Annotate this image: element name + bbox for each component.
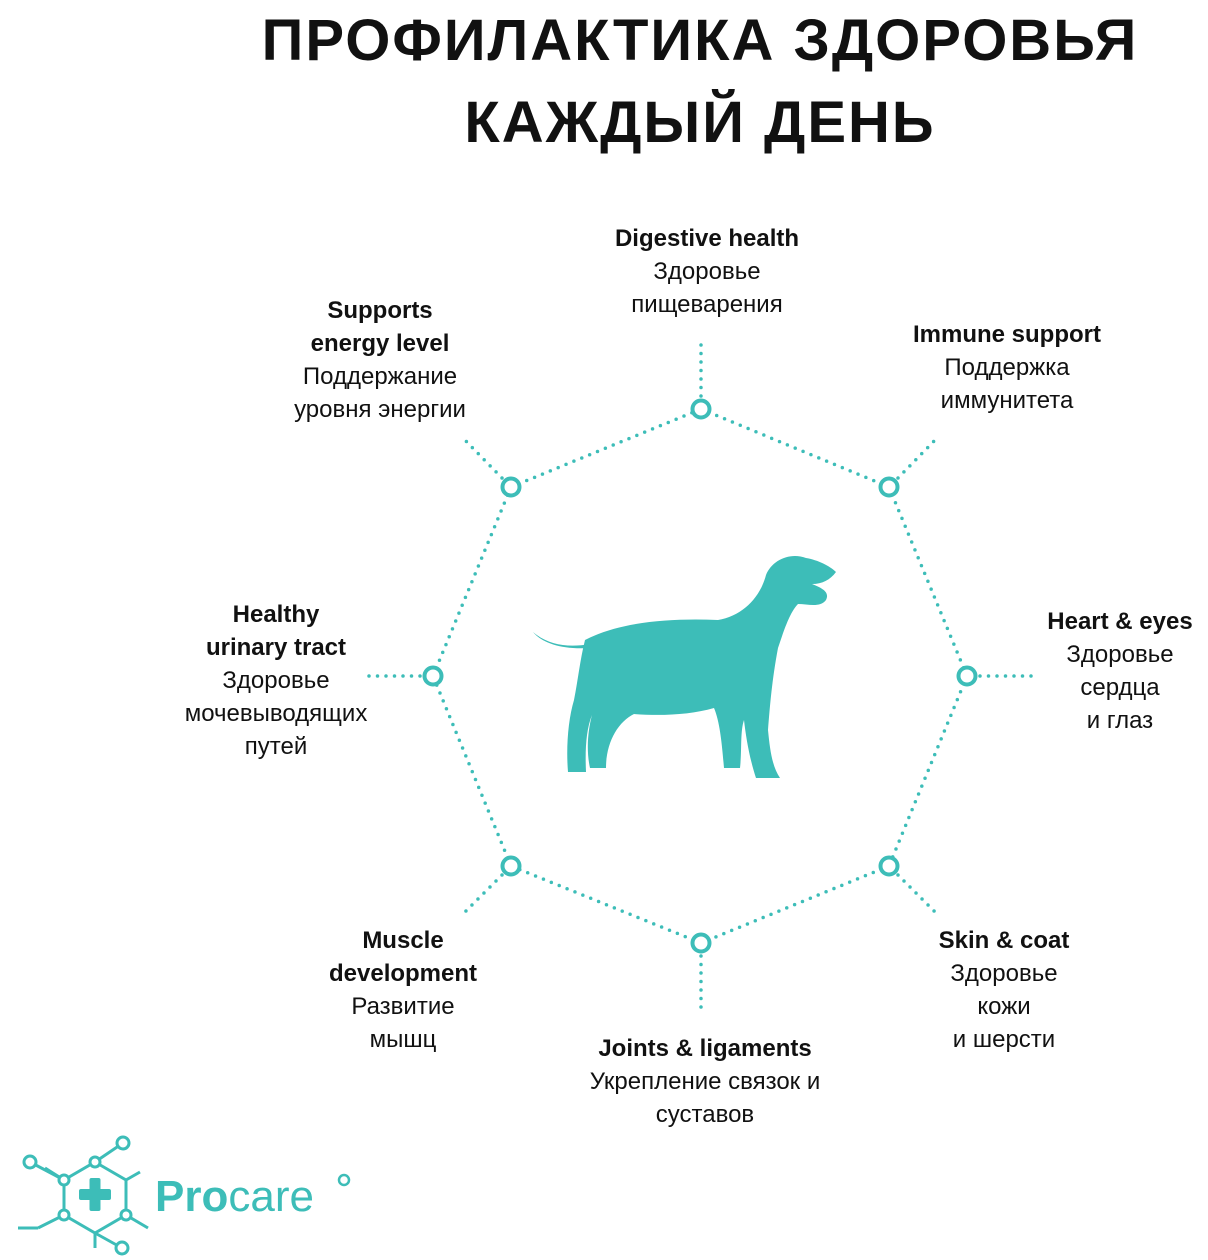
label-urinary-ru-3: путей <box>244 733 308 760</box>
label-heart-ru-2: сердца <box>1080 674 1160 701</box>
label-urinary-en-2: urinary tract <box>205 634 347 661</box>
label-joints-ru-1: Укрепление связок и <box>589 1068 821 1095</box>
node-energy <box>503 479 520 496</box>
label-heart-ru-1: Здоровье <box>1066 641 1174 668</box>
brand-logo-text <box>155 1172 314 1222</box>
dog-silhouette-icon <box>533 556 836 778</box>
label-digestive-en: Digestive health <box>614 225 800 252</box>
label-urinary-en-1: Healthy <box>232 601 320 628</box>
headline-line-2: КАЖДЫЙ ДЕНЬ <box>464 90 936 155</box>
label-skin-en: Skin & coat <box>938 927 1070 954</box>
headline-line-1: ПРОФИЛАКТИКА ЗДОРОВЬЯ <box>261 8 1139 73</box>
label-muscle-en-1: Muscle <box>362 927 444 954</box>
node-skin <box>881 858 898 875</box>
brand-name-part-2: care <box>228 1172 314 1221</box>
spoke-energy <box>463 438 502 478</box>
label-heart <box>1032 605 1208 737</box>
label-muscle-ru-2: мышц <box>369 1026 437 1053</box>
label-immune-ru-2: иммунитета <box>940 387 1074 414</box>
node-muscle <box>503 858 520 875</box>
label-immune-en: Immune support <box>912 321 1101 348</box>
label-urinary-ru-1: Здоровье <box>222 667 330 694</box>
ring-edge-bottom-right <box>701 866 889 943</box>
ring-edge-bottom-left <box>511 866 701 943</box>
label-heart-en: Heart & eyes <box>1047 608 1193 635</box>
label-joints-en: Joints & ligaments <box>598 1035 812 1062</box>
label-digestive-ru-1: Здоровье <box>653 258 761 285</box>
label-energy-ru-1: Поддержание <box>302 363 458 390</box>
label-joints <box>560 1032 850 1131</box>
ring-edge-left-lower <box>433 676 511 866</box>
label-energy-en-1: Supports <box>327 297 433 324</box>
label-muscle-en-2: development <box>328 960 478 987</box>
label-immune <box>893 318 1121 417</box>
label-skin-ru-2: кожи <box>977 993 1031 1020</box>
label-skin-ru-3: и шерсти <box>952 1026 1056 1053</box>
ring-edge-right-upper <box>889 487 967 676</box>
label-heart-ru-3: и глаз <box>1086 707 1154 734</box>
label-energy <box>270 294 490 426</box>
node-heart <box>959 668 976 685</box>
label-digestive-ru-2: пищеварения <box>631 291 783 318</box>
spoke-muscle <box>463 875 502 914</box>
label-immune-ru-1: Поддержка <box>944 354 1070 381</box>
label-joints-ru-2: суставов <box>655 1101 755 1128</box>
node-urinary <box>425 668 442 685</box>
label-digestive <box>595 222 819 321</box>
logo-cross <box>79 1178 111 1211</box>
label-energy-ru-2: уровня энергии <box>294 396 466 423</box>
brand-name-part-1: Pro <box>155 1172 229 1221</box>
label-urinary <box>160 598 392 763</box>
label-skin <box>916 924 1092 1056</box>
label-muscle-ru-1: Развитие <box>351 993 455 1020</box>
ring-edge-left-upper <box>433 487 511 676</box>
spoke-immune <box>898 438 937 478</box>
label-skin-ru-1: Здоровье <box>950 960 1058 987</box>
ring-edge-top-right <box>701 409 889 487</box>
node-digestive <box>693 401 710 418</box>
spoke-skin <box>898 875 937 914</box>
node-immune <box>881 479 898 496</box>
ring-edge-right-lower <box>889 676 967 866</box>
label-energy-en-2: energy level <box>310 330 450 357</box>
ring-edge-top-left <box>511 409 701 487</box>
label-muscle <box>308 924 498 1056</box>
label-urinary-ru-2: мочевыводящих <box>184 700 368 727</box>
node-joints <box>693 935 710 952</box>
